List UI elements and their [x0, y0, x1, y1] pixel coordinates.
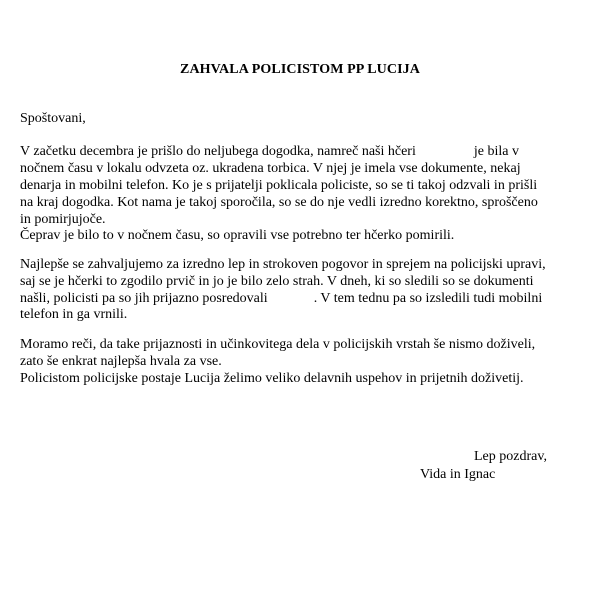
paragraph-1-line-3: denarja in mobilni telefon. Ko je s prijatelji poklicala policiste, so se ti takoj odzvali in prišli	[20, 178, 538, 193]
paragraph-1-line-5: in pomirjujoče.	[20, 212, 106, 227]
paragraph-2-line-2: saj se je hčerki to zgodilo prvič in jo je bilo zelo strah. V dneh, ki so sledili so se dokumenti	[20, 274, 534, 289]
greeting: Spoštovani,	[20, 111, 86, 126]
letter-title: ZAHVALA POLICISTOM PP LUCIJA	[180, 62, 420, 77]
paragraph-2-line-3-b: . V tem tednu pa so izsledili tudi mobilni	[313, 291, 543, 306]
paragraph-1-line-1-a: V začetku decembra je prišlo do neljubega dogodka, namreč naši hčeri	[20, 144, 416, 159]
paragraph-1-line-2: nočnem času v lokalu odvzeta oz. ukradena torbica. V njej je imela vse dokumente, nekaj	[20, 161, 521, 176]
paragraph-2-line-3-a: našli, policisti pa so jih prijazno posredovali	[20, 291, 268, 306]
paragraph-1-line-6: Čeprav je bilo to v nočnem času, so opravili vse potrebno ter hčerko pomirili.	[20, 228, 455, 243]
paragraph-2-line-3	[20, 290, 542, 307]
paragraph-1-line-1-b: je bila v	[473, 144, 519, 159]
paragraph-3-line-1: Moramo reči, da take prijaznosti in učinkovitega dela v policijskih vrstah še nismo doživeli,	[20, 337, 536, 352]
paragraph-3-line-2: zato še enkrat najlepša hvala za vse.	[20, 354, 222, 369]
paragraph-1-line-4: na kraj dogodka. Kot nama je takoj sporočila, so se do nje vedli izredno korektno, sproščeno	[20, 195, 538, 210]
signature: Vida in Ignac	[420, 467, 496, 482]
paragraph-1-line-1	[20, 143, 519, 160]
paragraph-2-line-4: telefon in ga vrnili.	[20, 307, 128, 322]
paragraph-3-line-3: Policistom policijske postaje Lucija želimo veliko delavnih uspehov in prijetnih doživetij.	[20, 371, 524, 386]
paragraph-2-line-1: Najlepše se zahvaljujemo za izredno lep in strokoven pogovor in sprejem na policijski upravi,	[20, 257, 546, 272]
closing-salutation: Lep pozdrav,	[474, 449, 547, 464]
